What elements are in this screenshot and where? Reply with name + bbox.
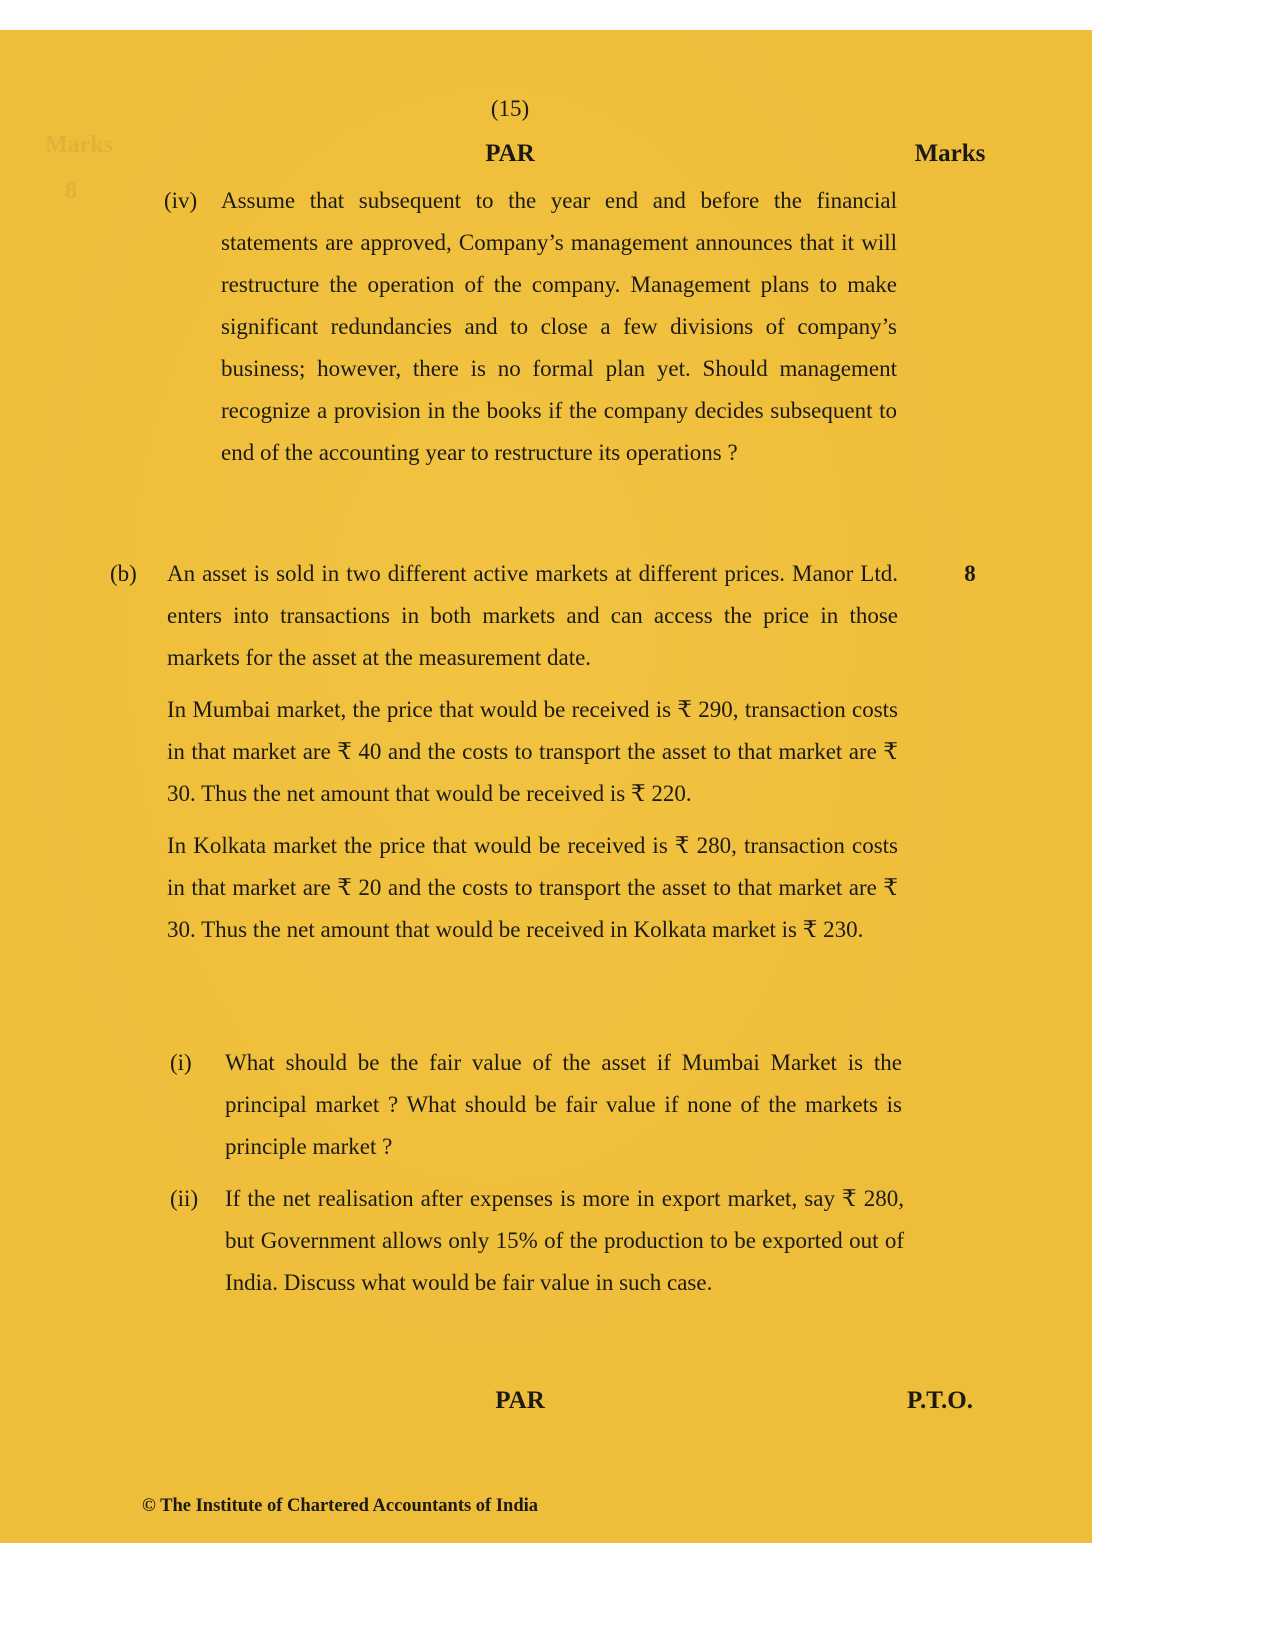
question-b-intro: An asset is sold in two different active markets at different prices. Manor Ltd. enters into transactions in both markets and can access the price in those markets for the asset at the measurement date. <box>167 561 898 670</box>
question-b-label: (b) <box>110 561 137 586</box>
sub-question-i-text: What should be the fair value of the asset if Mumbai Market is the principal market ? What should be fair value if none of the markets is principle market ? <box>225 1050 902 1159</box>
sub-question-ii-text: If the net realisation after expenses is more in export market, say ₹ 280, but Government allows only 15% of the production to be exported out of India. Discuss what would be fair value in such case. <box>225 1186 904 1295</box>
paper-code-header: PAR <box>485 140 535 167</box>
paper-code-footer: PAR <box>495 1387 545 1414</box>
bleed-through-number: 8 <box>65 178 77 204</box>
question-iv-text: Assume that subsequent to the year end and before the financial statements are approved, Company’s management announces that it will restructure the operation of the company. Management plans to make significant redundancies and to close a few divisions of company’s business; however, there is no formal plan yet. Should management recognize a provision in the books if the company decides subsequent to end of the accounting year to restructure its operations ? <box>221 188 897 465</box>
bleed-through-marks: Marks <box>45 132 113 158</box>
question-b-marks: 8 <box>964 561 976 586</box>
copyright-notice: © The Institute of Chartered Accountants of India <box>142 1496 539 1516</box>
question-b-body <box>167 553 898 961</box>
sub-question-i-label: (i) <box>170 1050 192 1075</box>
page-number: (15) <box>490 96 530 121</box>
question-iv-label: (iv) <box>164 188 198 213</box>
kolkata-market-paragraph: In Kolkata market the price that would be received is ₹ 280, transaction costs in that market are ₹ 20 and the costs to transport the asset to that market are ₹ 30. Thus the net amount that would be received in Kolkata market is ₹ 230. <box>167 833 898 942</box>
marks-column-header: Marks <box>914 140 986 167</box>
sub-question-ii-label: (ii) <box>170 1186 199 1211</box>
mumbai-market-paragraph: In Mumbai market, the price that would be received is ₹ 290, transaction costs in that market are ₹ 40 and the costs to transport the asset to that market are ₹ 30. Thus the net amount that would be received is ₹ 220. <box>167 697 898 806</box>
pto-label: P.T.O. <box>907 1387 973 1414</box>
exam-page <box>0 30 1092 1543</box>
